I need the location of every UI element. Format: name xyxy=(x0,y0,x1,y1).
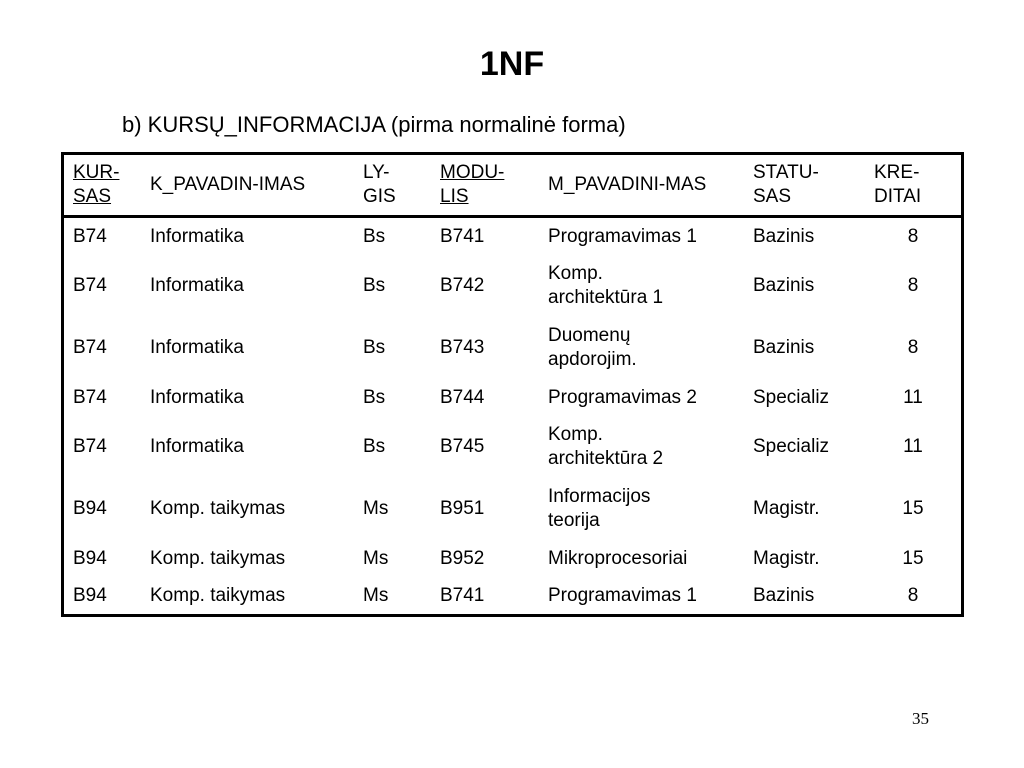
table-row xyxy=(64,478,961,540)
cell-m-pavadinimas-line1: Duomenų xyxy=(548,325,631,346)
cell-lygis: Bs xyxy=(363,225,386,247)
header-m-pavadinimas xyxy=(539,155,744,217)
cell-statusas: Bazinis xyxy=(753,275,815,296)
cell-m-pavadinimas-line2: teorija xyxy=(548,510,600,531)
cell-modulis: B745 xyxy=(440,436,485,457)
cell-kreditai: 11 xyxy=(903,386,923,408)
header-row xyxy=(64,155,961,217)
header-kursas-line1: KUR- xyxy=(73,162,120,183)
header-statusas xyxy=(744,155,865,217)
header-lygis-line1: LY- xyxy=(363,162,390,183)
slide-title: 1NF xyxy=(479,45,545,83)
cell-lygis: Ms xyxy=(363,547,389,569)
cell-m-pavadinimas-line2: apdorojim. xyxy=(548,349,637,370)
cell-m-pavadinimas-line1: Mikroprocesoriai xyxy=(548,547,688,569)
cell-statusas: Magistr. xyxy=(753,547,820,569)
cell-statusas: Magistr. xyxy=(753,498,820,519)
header-k-pavadinimas-label: K_PAVADIN-IMAS xyxy=(150,174,306,195)
cell-m-pavadinimas xyxy=(539,255,744,317)
cell-kreditai: 8 xyxy=(907,584,919,606)
table-row xyxy=(64,379,961,416)
cell-statusas: Bazinis xyxy=(753,584,815,606)
header-modulis-line1: MODU- xyxy=(440,162,505,183)
cell-m-pavadinimas-line1: Informacijos xyxy=(548,486,651,507)
cell-m-pavadinimas-line1: Komp. xyxy=(548,424,603,445)
cell-m-pavadinimas-line2: architektūra 2 xyxy=(548,448,664,469)
cell-statusas: Specializ xyxy=(753,436,830,457)
cell-kreditai: 8 xyxy=(907,225,919,247)
table-row xyxy=(64,255,961,317)
cell-statusas: Bazinis xyxy=(753,225,815,247)
cell-m-pavadinimas xyxy=(539,217,744,256)
cell-m-pavadinimas-line1: Programavimas 2 xyxy=(548,386,697,408)
cell-statusas: Specializ xyxy=(753,386,830,408)
table-row xyxy=(64,317,961,379)
table-header xyxy=(64,155,961,217)
slide-subtitle: b) KURSŲ_INFORMACIJA (pirma normalinė forma) xyxy=(122,112,626,137)
cell-modulis: B741 xyxy=(440,225,485,247)
cell-lygis: Ms xyxy=(363,498,389,519)
header-modulis-line2: LIS xyxy=(440,186,469,207)
cell-modulis: B744 xyxy=(440,386,485,408)
cell-m-pavadinimas-line1: Programavimas 1 xyxy=(548,584,697,606)
cell-k-pavadinimas: Informatika xyxy=(150,225,244,247)
cell-kursas: B74 xyxy=(73,436,107,457)
page-number: 35 xyxy=(912,709,929,728)
cell-kursas: B74 xyxy=(73,275,107,296)
cell-kreditai: 8 xyxy=(907,275,919,296)
table-row xyxy=(64,577,961,614)
cell-modulis: B743 xyxy=(440,337,485,358)
table-body xyxy=(64,217,961,615)
cell-kreditai: 15 xyxy=(902,547,924,569)
cell-modulis: B951 xyxy=(440,498,485,519)
cell-kreditai: 11 xyxy=(903,436,923,457)
cell-k-pavadinimas: Informatika xyxy=(150,337,244,358)
cell-m-pavadinimas-line1: Komp. xyxy=(548,263,603,284)
header-kreditai-line2: DITAI xyxy=(874,186,922,207)
course-info-table xyxy=(61,152,964,617)
cell-m-pavadinimas xyxy=(539,416,744,478)
header-kreditai-line1: KRE- xyxy=(874,162,920,183)
cell-lygis: Bs xyxy=(363,386,386,408)
header-k-pavadinimas xyxy=(141,155,354,217)
cell-kursas: B74 xyxy=(73,225,107,247)
cell-k-pavadinimas: Informatika xyxy=(150,275,244,296)
cell-kursas: B94 xyxy=(73,584,107,606)
cell-k-pavadinimas: Komp. taikymas xyxy=(150,498,286,519)
header-statusas-line1: STATU- xyxy=(753,162,819,183)
header-kursas xyxy=(64,155,141,217)
table-row xyxy=(64,540,961,577)
header-kursas-line2: SAS xyxy=(73,186,112,207)
cell-kursas: B74 xyxy=(73,337,107,358)
cell-kreditai: 15 xyxy=(902,498,924,519)
cell-m-pavadinimas xyxy=(539,540,744,577)
cell-modulis: B952 xyxy=(440,547,485,569)
cell-kursas: B94 xyxy=(73,547,107,569)
header-statusas-line2: SAS xyxy=(753,186,792,207)
cell-m-pavadinimas xyxy=(539,478,744,540)
cell-lygis: Ms xyxy=(363,584,389,606)
cell-kursas: B94 xyxy=(73,498,107,519)
cell-m-pavadinimas xyxy=(539,379,744,416)
header-lygis xyxy=(354,155,431,217)
cell-m-pavadinimas-line1: Programavimas 1 xyxy=(548,225,697,247)
table-row xyxy=(64,416,961,478)
cell-k-pavadinimas: Informatika xyxy=(150,436,244,457)
cell-kreditai: 8 xyxy=(907,337,919,358)
cell-lygis: Bs xyxy=(363,337,386,358)
cell-k-pavadinimas: Informatika xyxy=(150,386,244,408)
cell-statusas: Bazinis xyxy=(753,337,815,358)
cell-modulis: B741 xyxy=(440,584,485,606)
cell-modulis: B742 xyxy=(440,275,485,296)
table xyxy=(64,155,961,614)
cell-k-pavadinimas: Komp. taikymas xyxy=(150,584,286,606)
header-lygis-line2: GIS xyxy=(363,186,396,207)
cell-m-pavadinimas-line2: architektūra 1 xyxy=(548,287,664,308)
cell-lygis: Bs xyxy=(363,436,386,457)
table-row xyxy=(64,217,961,256)
cell-m-pavadinimas xyxy=(539,577,744,614)
cell-lygis: Bs xyxy=(363,275,386,296)
header-kreditai xyxy=(865,155,961,217)
header-modulis xyxy=(431,155,539,217)
cell-k-pavadinimas: Komp. taikymas xyxy=(150,547,286,569)
cell-m-pavadinimas xyxy=(539,317,744,379)
header-m-pavadinimas-label: M_PAVADINI-MAS xyxy=(548,174,707,195)
cell-kursas: B74 xyxy=(73,386,107,408)
